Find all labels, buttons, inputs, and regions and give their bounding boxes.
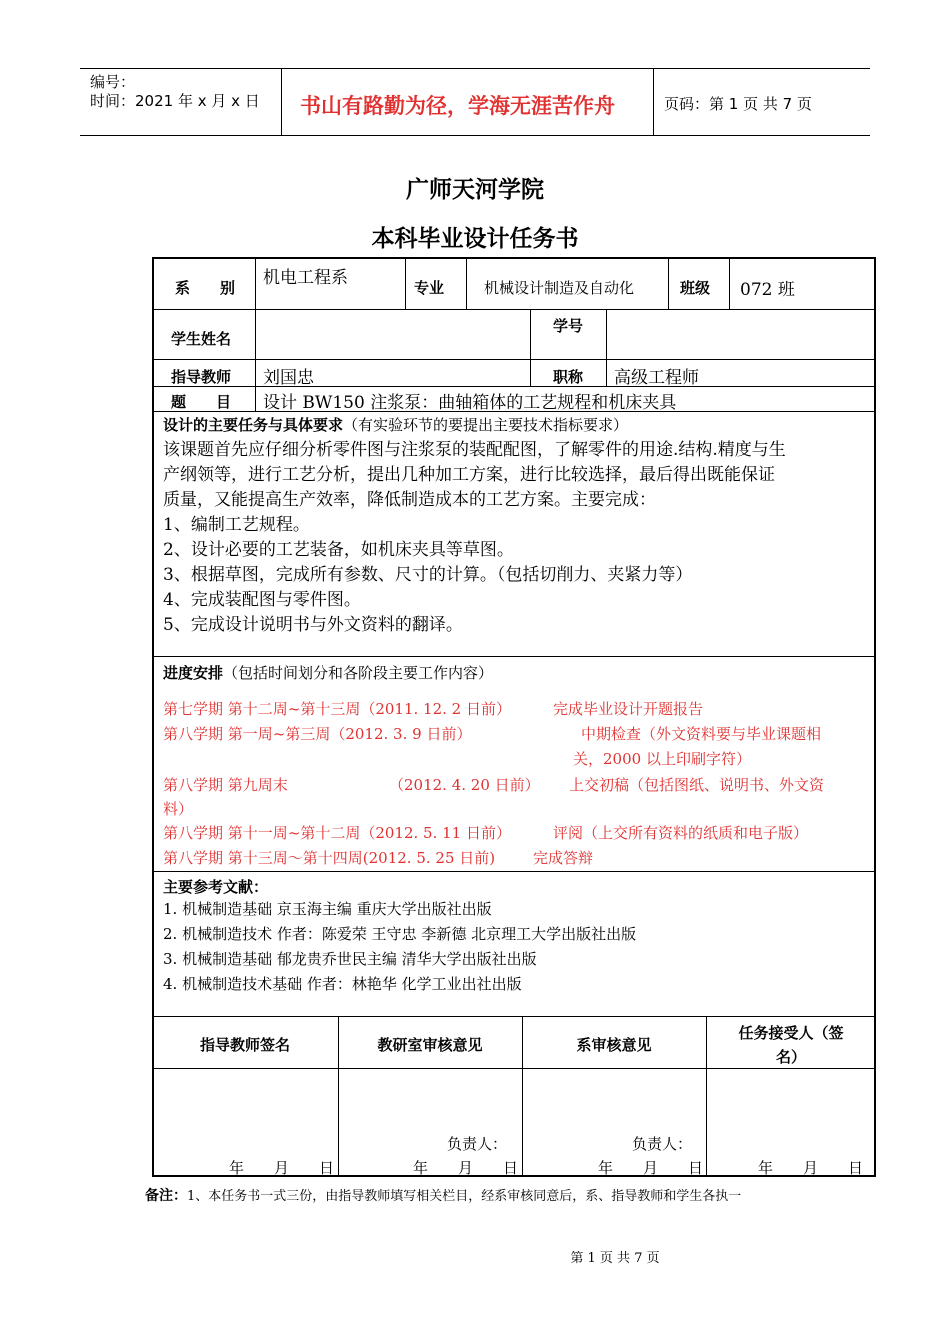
schedule-row-4-period: 第八学期 第十一周~第十二周（2012. 5. 11 日前） — [163, 824, 511, 842]
recipient-sign-date: 年 月 日 — [758, 1159, 864, 1177]
task-line: 该课题首先应仔细分析零件图与注浆泵的装配配图，了解零件的用途.结构.精度与生 — [163, 440, 786, 460]
major-value: 机械设计制造及自动化 — [484, 279, 635, 297]
note-label: 备注： — [145, 1188, 187, 1204]
task-line: 质量，又能提高生产效率，降低制造成本的工艺方案。主要完成： — [163, 490, 656, 510]
office-sign-date: 年 月 日 — [413, 1159, 519, 1177]
office-responsible-label: 负责人： — [447, 1135, 508, 1153]
schedule-row-4-task: 评阅（上交所有资料的纸质和电子版） — [553, 824, 809, 842]
note-line — [145, 1185, 741, 1205]
motto: 书山有路勤为径，学海无涯苦作舟 — [300, 94, 615, 118]
task-line: 2、设计必要的工艺装备，如机床夹具等草图。 — [163, 540, 514, 560]
task-line: 3、根据草图，完成所有参数、尺寸的计算。（包括切削力、夹紧力等） — [163, 565, 693, 585]
schedule-row-2-period: 第八学期 第一周~第三周（2012. 3. 9 日前） — [163, 725, 472, 743]
doc-time: 时间：2021 年 x 月 x 日 — [90, 92, 260, 110]
dept-label: 系 别 — [175, 279, 236, 297]
references-heading: 主要参考文献： — [163, 878, 269, 896]
dept-responsible-label: 负责人： — [632, 1135, 693, 1153]
task-line: 1、编制工艺规程。 — [163, 515, 310, 535]
grid-line — [152, 309, 876, 310]
student-id-label: 学号 — [553, 317, 584, 335]
advisor-signature-header: 指导教师签名 — [199, 1036, 290, 1054]
schedule-row-2-task: 中期检查（外文资料要与毕业课题相 — [581, 725, 822, 743]
page-code: 页码：第 1 页 共 7 页 — [664, 95, 812, 113]
header-bottom-rule — [80, 135, 870, 136]
advisor-label: 指导教师 — [171, 368, 232, 386]
reference-item: 4. 机械制造技术基础 作者：林艳华 化学工业出社出版 — [163, 975, 522, 993]
schedule-row-1-task: 完成毕业设计开题报告 — [553, 700, 704, 718]
schedule-row-3-task: 上交初稿（包括图纸、说明书、外文资 — [569, 776, 825, 794]
header-divider — [653, 68, 654, 136]
header-divider — [281, 68, 282, 136]
grid-line — [152, 359, 876, 360]
tasks-body — [163, 438, 871, 638]
grid-line — [255, 257, 256, 411]
reference-item: 3. 机械制造基础 郁龙贵乔世民主编 清华大学出版社出版 — [163, 950, 537, 968]
grid-line — [405, 257, 406, 309]
tasks-heading-note: （有实验环节的要提出主要技术指标要求） — [343, 416, 629, 434]
dept-review-header: 系审核意见 — [576, 1036, 652, 1054]
recipient-signature-header — [706, 1021, 876, 1069]
schedule-row-1-period: 第七学期 第十二周~第十三周（2011. 12. 2 日前） — [163, 700, 511, 718]
grid-line — [152, 1016, 876, 1017]
schedule-row-5-task: 完成答辩 — [533, 849, 594, 867]
dept-sign-date: 年 月 日 — [598, 1159, 704, 1177]
task-line: 4、完成装配图与零件图。 — [163, 590, 361, 610]
schedule-heading: 进度安排 — [163, 664, 224, 682]
student-name-label: 学生姓名 — [171, 330, 232, 348]
schedule-heading-note: （包括时间划分和各阶段主要工作内容） — [223, 664, 494, 682]
note-text: 1、本任务书一式三份，由指导教师填写相关栏目，经系审核同意后，系、指导教师和学生各执一 — [187, 1189, 742, 1204]
rank-label: 职称 — [553, 368, 584, 386]
schedule-heading-line — [163, 662, 493, 683]
advisor-value: 刘国忠 — [263, 368, 314, 388]
grid-line — [152, 871, 876, 872]
grid-line — [729, 257, 730, 309]
grid-line — [606, 309, 607, 386]
class-label: 班级 — [680, 279, 711, 297]
advisor-sign-date: 年 月 日 — [229, 1159, 335, 1177]
tasks-heading-line — [163, 414, 628, 435]
task-line: 5、完成设计说明书与外文资料的翻译。 — [163, 615, 463, 635]
schedule-row-3-period: 第八学期 第九周末 — [163, 776, 288, 794]
dept-value: 机电工程系 — [263, 268, 348, 288]
recipient-header-line: 任务接受人（签 — [738, 1024, 844, 1042]
references-list — [163, 897, 636, 997]
document-title: 本科毕业设计任务书 — [371, 226, 579, 252]
grid-line — [530, 309, 531, 386]
reference-item: 2. 机械制造技术 作者：陈爱荣 王守忠 李新德 北京理工大学出版社出版 — [163, 925, 637, 943]
header-top-rule — [80, 68, 870, 69]
page-footer: 第 1 页 共 7 页 — [570, 1251, 660, 1266]
doc-code-label: 编号： — [90, 73, 136, 91]
topic-label: 题 目 — [171, 393, 232, 411]
topic-value: 设计 BW150 注浆泵：曲轴箱体的工艺规程和机床夹具 — [263, 393, 677, 413]
schedule-row-3-date: （2012. 4. 20 日前） — [389, 776, 540, 794]
major-label: 专业 — [414, 279, 445, 297]
rank-value: 高级工程师 — [614, 368, 699, 388]
reference-item: 1. 机械制造基础 京玉海主编 重庆大学出版社出版 — [163, 900, 492, 918]
task-line: 产纲领等，进行工艺分析，提出几种加工方案，进行比较选择，最后得出既能保证 — [163, 465, 775, 485]
recipient-header-line: 名） — [775, 1048, 806, 1066]
class-value: 072 班 — [740, 280, 795, 300]
grid-line — [152, 386, 876, 387]
schedule-row-5-period: 第八学期 第十三周～第十四周(2012. 5. 25 日前) — [163, 849, 496, 867]
grid-line — [466, 257, 467, 309]
grid-line — [668, 257, 669, 309]
schedule-row-3-task-cont: 料） — [163, 800, 194, 818]
office-review-header: 教研室审核意见 — [377, 1036, 483, 1054]
school-title: 广师天河学院 — [406, 177, 544, 203]
tasks-heading: 设计的主要任务与具体要求 — [163, 416, 344, 434]
schedule-row-2-task-cont: 关，2000 以上印刷字符） — [573, 750, 751, 768]
grid-line — [152, 656, 876, 657]
